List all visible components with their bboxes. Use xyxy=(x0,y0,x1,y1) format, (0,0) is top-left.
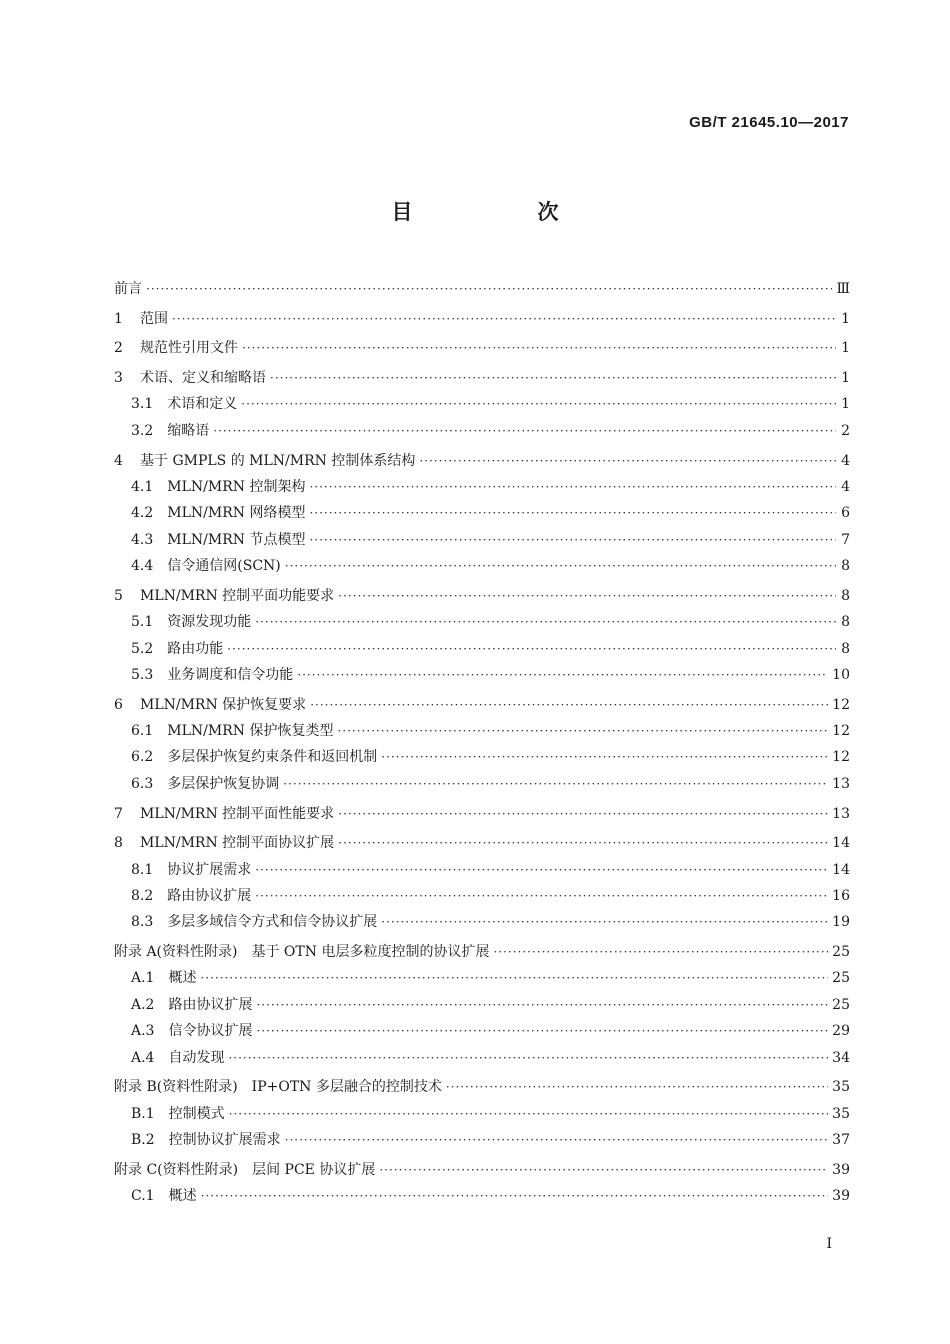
toc-entry-label xyxy=(114,418,209,444)
toc-entry-text: MLN/MRN 保护恢复要求 xyxy=(140,696,307,713)
toc-entry-label xyxy=(114,1018,252,1044)
toc-entry[interactable] xyxy=(114,500,850,526)
dot-leader xyxy=(309,500,836,526)
toc-entry-page: 25 xyxy=(832,944,850,961)
toc-entry-page: 12 xyxy=(832,723,850,740)
toc-entry-text: 缩略语 xyxy=(167,422,210,439)
toc-entry-label xyxy=(114,365,266,391)
toc-entry-text: 多层多域信令方式和信令协议扩展 xyxy=(167,914,378,931)
table-of-contents xyxy=(114,276,850,1210)
toc-entry-page: 13 xyxy=(832,805,850,822)
dot-leader xyxy=(200,965,828,991)
toc-entry-text: MLN/MRN 控制平面协议扩展 xyxy=(140,835,335,852)
toc-entry[interactable] xyxy=(114,609,850,635)
page-title: 目 次 xyxy=(391,200,611,224)
toc-entry-number: 8.1 xyxy=(131,861,154,878)
toc-entry-text: 附录 A(资料性附录) 基于 OTN 电层多粒度控制的协议扩展 xyxy=(114,944,490,961)
dot-leader xyxy=(146,276,832,302)
dot-leader xyxy=(285,1127,829,1153)
toc-entry-page: 37 xyxy=(832,1132,850,1149)
dot-leader xyxy=(493,939,828,965)
dot-leader xyxy=(338,801,828,827)
toc-entry-number: 4 xyxy=(114,452,123,469)
dot-leader xyxy=(255,857,828,883)
toc-entry[interactable] xyxy=(114,1157,850,1183)
dot-leader xyxy=(285,553,836,579)
dot-leader xyxy=(379,1157,828,1183)
toc-entry-page: 4 xyxy=(841,478,850,495)
toc-entry-page: 13 xyxy=(832,775,850,792)
toc-entry-number: 8 xyxy=(114,835,123,852)
toc-entry[interactable] xyxy=(114,391,850,417)
toc-entry-number: 4.4 xyxy=(131,558,154,575)
toc-entry-text: 控制模式 xyxy=(168,1105,225,1122)
toc-entry-number: 7 xyxy=(114,805,123,822)
toc-entry-text: 术语、定义和缩略语 xyxy=(140,370,266,387)
dot-leader xyxy=(310,692,828,718)
toc-entry[interactable] xyxy=(114,448,850,474)
toc-entry-label xyxy=(114,771,279,797)
toc-entry-text: 附录 B(资料性附录) IP+OTN 多层融合的控制技术 xyxy=(114,1079,442,1096)
toc-entry-label xyxy=(114,883,251,909)
dot-leader xyxy=(338,830,828,856)
toc-entry-text: MLN/MRN 保护恢复类型 xyxy=(167,723,334,740)
toc-entry[interactable] xyxy=(114,992,850,1018)
dot-leader xyxy=(337,718,828,744)
toc-entry-text: 路由协议扩展 xyxy=(167,887,252,904)
dot-leader xyxy=(297,662,828,688)
toc-entry-page: 10 xyxy=(832,666,850,683)
toc-entry-number: C.1 xyxy=(131,1188,155,1205)
toc-entry-label xyxy=(114,527,305,553)
toc-entry-text: MLN/MRN 控制平面性能要求 xyxy=(140,805,335,822)
toc-entry-number: 5.1 xyxy=(131,614,154,631)
toc-entry-number: 6.1 xyxy=(131,723,154,740)
toc-entry-text: MLN/MRN 节点模型 xyxy=(167,531,306,548)
toc-entry[interactable] xyxy=(114,909,850,935)
toc-entry-page: 1 xyxy=(841,396,850,413)
toc-entry-number: 5 xyxy=(114,587,123,604)
toc-entry-label xyxy=(114,636,223,662)
toc-entry-page: 34 xyxy=(832,1049,850,1066)
toc-entry-page: 25 xyxy=(832,996,850,1013)
toc-entry-number: 4.2 xyxy=(131,505,154,522)
toc-entry-label xyxy=(114,1045,224,1071)
toc-entry[interactable] xyxy=(114,636,850,662)
dot-leader xyxy=(255,883,828,909)
toc-entry-number: 6.3 xyxy=(131,775,154,792)
dot-leader xyxy=(381,744,828,770)
toc-entry-page: 4 xyxy=(841,452,850,469)
toc-entry-label xyxy=(114,1127,281,1153)
toc-entry-page: 35 xyxy=(832,1105,850,1122)
toc-entry-page: 1 xyxy=(841,310,850,327)
toc-entry-number: 8.2 xyxy=(131,887,154,904)
toc-entry-page: 35 xyxy=(832,1079,850,1096)
toc-entry[interactable] xyxy=(114,744,850,770)
toc-entry[interactable] xyxy=(114,306,850,332)
toc-entry-number: 4.3 xyxy=(131,531,154,548)
toc-entry-page: 14 xyxy=(832,861,850,878)
toc-entry[interactable] xyxy=(114,830,850,856)
toc-entry-page: 29 xyxy=(832,1023,850,1040)
toc-entry[interactable] xyxy=(114,662,850,688)
toc-entry-label xyxy=(114,692,306,718)
toc-entry-number: A.3 xyxy=(131,1023,155,1040)
toc-entry-text: 多层保护恢复协调 xyxy=(167,775,280,792)
toc-entry-number: 5.3 xyxy=(131,666,154,683)
toc-entry-page: 6 xyxy=(841,505,850,522)
toc-entry[interactable] xyxy=(114,883,850,909)
toc-entry-page: Ⅲ xyxy=(836,281,850,297)
toc-entry[interactable] xyxy=(114,857,850,883)
toc-entry-label xyxy=(114,553,281,579)
toc-entry-label xyxy=(114,306,168,332)
toc-entry-label xyxy=(114,276,142,302)
toc-entry-label xyxy=(114,583,334,609)
toc-entry-number: A.2 xyxy=(131,996,155,1013)
toc-entry-text: 范围 xyxy=(140,310,168,327)
toc-entry-label xyxy=(114,1074,442,1100)
toc-entry-text: 规范性引用文件 xyxy=(140,340,238,357)
toc-entry-number: 8.3 xyxy=(131,914,154,931)
toc-entry[interactable] xyxy=(114,1074,850,1100)
toc-entry[interactable] xyxy=(114,418,850,444)
dot-leader xyxy=(419,448,836,474)
toc-entry[interactable] xyxy=(114,365,850,391)
toc-entry-label xyxy=(114,1183,197,1209)
toc-entry-page: 12 xyxy=(832,696,850,713)
toc-entry-label xyxy=(114,1157,375,1183)
dot-leader xyxy=(256,1018,828,1044)
toc-entry-text: 概述 xyxy=(168,1188,197,1205)
toc-entry[interactable] xyxy=(114,1127,850,1153)
toc-entry-page: 14 xyxy=(832,835,850,852)
toc-entry-page: 1 xyxy=(841,340,850,357)
toc-entry-page: 8 xyxy=(841,614,850,631)
toc-entry-label xyxy=(114,718,333,744)
toc-entry[interactable] xyxy=(114,692,850,718)
dot-leader xyxy=(256,992,828,1018)
toc-entry-number: B.2 xyxy=(131,1132,155,1149)
toc-entry-page: 8 xyxy=(841,587,850,604)
toc-entry-text: 业务调度和信令功能 xyxy=(167,666,294,683)
standard-code: GB/T 21645.10—2017 xyxy=(689,114,849,131)
toc-entry-label xyxy=(114,500,305,526)
toc-entry-label xyxy=(114,609,251,635)
toc-entry-label xyxy=(114,448,415,474)
toc-entry-label xyxy=(114,830,334,856)
toc-entry-page: 19 xyxy=(832,914,850,931)
dot-leader xyxy=(309,474,836,500)
dot-leader xyxy=(228,1045,828,1071)
toc-entry-text: 前言 xyxy=(114,281,142,297)
dot-leader xyxy=(309,527,836,553)
toc-entry-page: 7 xyxy=(841,531,850,548)
dot-leader xyxy=(338,583,836,609)
toc-entry-page: 25 xyxy=(832,970,850,987)
toc-entry[interactable] xyxy=(114,718,850,744)
toc-entry-number: 2 xyxy=(114,340,123,357)
dot-leader xyxy=(229,1101,829,1127)
toc-entry-number: 3.1 xyxy=(131,396,154,413)
dot-leader xyxy=(242,335,836,361)
dot-leader xyxy=(446,1074,828,1100)
dot-leader xyxy=(201,1183,829,1209)
toc-entry-page: 8 xyxy=(841,558,850,575)
toc-entry-number: 3.2 xyxy=(131,422,154,439)
dot-leader xyxy=(213,418,836,444)
toc-entry-number: A.4 xyxy=(131,1049,155,1066)
toc-entry[interactable] xyxy=(114,939,850,965)
toc-entry-label xyxy=(114,857,251,883)
toc-entry[interactable] xyxy=(114,801,850,827)
page-number: I xyxy=(826,1236,832,1252)
toc-entry-text: 基于 GMPLS 的 MLN/MRN 控制体系结构 xyxy=(140,452,416,469)
toc-entry-text: 路由功能 xyxy=(167,640,224,657)
toc-entry-label xyxy=(114,939,489,965)
toc-entry-number: A.1 xyxy=(131,970,155,987)
toc-entry[interactable] xyxy=(114,527,850,553)
toc-entry-label xyxy=(114,391,237,417)
toc-entry-page: 39 xyxy=(832,1161,850,1178)
dot-leader xyxy=(227,636,836,662)
dot-leader xyxy=(270,365,836,391)
toc-entry-label xyxy=(114,909,377,935)
toc-entry[interactable] xyxy=(114,771,850,797)
toc-entry-text: 概述 xyxy=(168,970,197,987)
toc-entry-page: 2 xyxy=(841,422,850,439)
toc-entry-text: 信令协议扩展 xyxy=(168,1023,253,1040)
toc-entry-text: 附录 C(资料性附录) 层间 PCE 协议扩展 xyxy=(114,1161,376,1178)
toc-entry[interactable] xyxy=(114,276,850,302)
toc-entry-label xyxy=(114,801,334,827)
dot-leader xyxy=(283,771,828,797)
toc-entry[interactable] xyxy=(114,1018,850,1044)
toc-entry-page: 16 xyxy=(832,887,850,904)
toc-entry-text: 资源发现功能 xyxy=(167,614,252,631)
dot-leader xyxy=(241,391,836,417)
toc-entry[interactable] xyxy=(114,553,850,579)
toc-entry[interactable] xyxy=(114,335,850,361)
toc-entry-label xyxy=(114,474,305,500)
toc-entry-page: 1 xyxy=(841,370,850,387)
toc-entry-label xyxy=(114,744,377,770)
toc-entry-text: MLN/MRN 控制架构 xyxy=(167,478,306,495)
toc-entry-number: 6 xyxy=(114,696,123,713)
toc-entry-text: 协议扩展需求 xyxy=(167,861,252,878)
toc-entry[interactable] xyxy=(114,1183,850,1209)
toc-entry[interactable] xyxy=(114,583,850,609)
toc-entry-text: 控制协议扩展需求 xyxy=(168,1132,281,1149)
toc-entry-page: 8 xyxy=(841,640,850,657)
toc-entry[interactable] xyxy=(114,1045,850,1071)
toc-entry-number: B.1 xyxy=(131,1105,155,1122)
toc-entry-number: 4.1 xyxy=(131,478,154,495)
toc-entry-text: 术语和定义 xyxy=(167,396,238,413)
toc-entry-text: MLN/MRN 网络模型 xyxy=(167,505,306,522)
toc-entry-number: 1 xyxy=(114,310,123,327)
dot-leader xyxy=(381,909,828,935)
toc-entry-text: 多层保护恢复约束条件和返回机制 xyxy=(167,749,378,766)
toc-entry-label xyxy=(114,662,293,688)
toc-entry[interactable] xyxy=(114,474,850,500)
toc-entry-label xyxy=(114,965,196,991)
toc-entry-text: 自动发现 xyxy=(168,1049,225,1066)
toc-entry[interactable] xyxy=(114,965,850,991)
toc-entry-number: 3 xyxy=(114,370,123,387)
toc-entry-text: MLN/MRN 控制平面功能要求 xyxy=(140,587,335,604)
toc-entry-text: 信令通信网(SCN) xyxy=(167,558,281,575)
toc-entry-page: 39 xyxy=(832,1188,850,1205)
dot-leader xyxy=(255,609,836,635)
toc-entry-label xyxy=(114,1101,225,1127)
toc-entry-label xyxy=(114,335,238,361)
toc-entry-page: 12 xyxy=(832,749,850,766)
dot-leader xyxy=(172,306,836,332)
toc-entry[interactable] xyxy=(114,1101,850,1127)
toc-entry-number: 5.2 xyxy=(131,640,154,657)
toc-entry-text: 路由协议扩展 xyxy=(168,996,253,1013)
toc-entry-number: 6.2 xyxy=(131,749,154,766)
toc-entry-label xyxy=(114,992,252,1018)
